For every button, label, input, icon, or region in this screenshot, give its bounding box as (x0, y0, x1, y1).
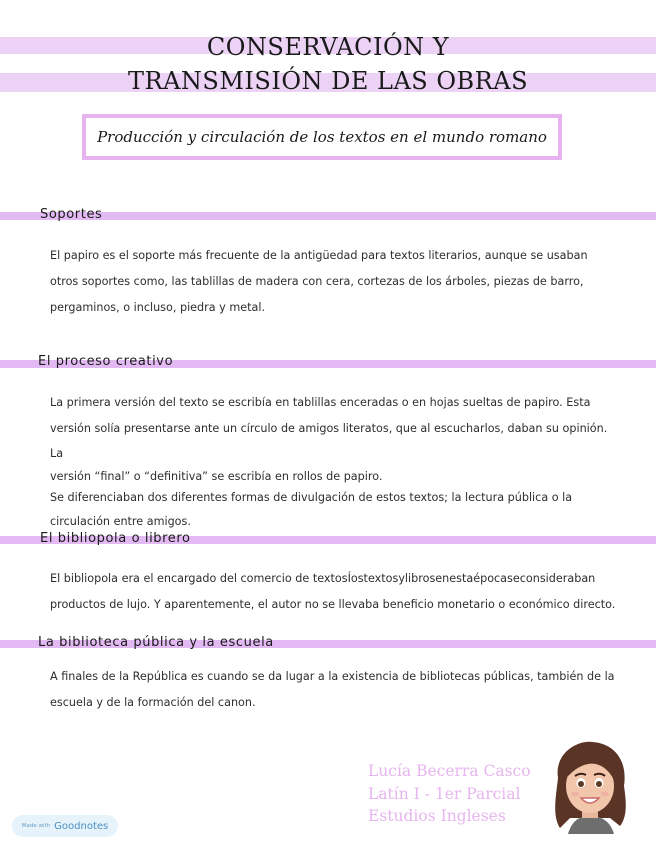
subtitle-box (82, 114, 562, 160)
text-line: otros soportes como, las tablillas de madera con cera, cortezas de los árboles, piezas de barro, (50, 275, 584, 288)
text-line: Se diferenciaban dos diferentes formas de divulgación de estos textos; la lectura pública o la (50, 490, 573, 504)
section-body-bibliopola (50, 566, 620, 618)
subtitle: Producción y circulación de los textos en el mundo romano (97, 128, 547, 146)
text-line: El papiro es el soporte más frecuente de la antigüedad para textos literarios, aunque se usaban (50, 249, 588, 262)
signature-course: Latín I - 1er Parcial (368, 785, 521, 803)
section-body-biblioteca (50, 664, 620, 716)
page-title-line-2: TRANSMISIÓN DE LAS OBRAS (127, 67, 529, 95)
signature-degree: Estudios Ingleses (368, 807, 506, 825)
section-heading-proceso: El proceso creativo (38, 354, 174, 369)
goodnotes-badge[interactable] (12, 815, 118, 837)
text-line: A finales de la República es cuando se da lugar a la existencia de bibliotecas públicas, también de la (50, 670, 615, 683)
section-body-proceso (50, 390, 620, 534)
section-body-soportes (50, 243, 620, 321)
section-heading-soportes: Soportes (40, 207, 103, 222)
text-line: productos de lujo. Y aparentemente, el autor no se llevaba beneficio monetario o económico directo. (50, 598, 616, 611)
text-line: circulación entre amigos. (50, 514, 191, 528)
page-title-line-1: CONSERVACIÓN Y (206, 33, 450, 61)
signature-name: Lucía Becerra Casco (368, 762, 531, 780)
badge-small-text: Made with (21, 823, 51, 829)
badge-brand: Goodnotes (54, 820, 109, 832)
memoji-avatar-icon (548, 738, 632, 834)
section-heading-bibliopola: El bibliopola o librero (40, 531, 191, 546)
text-line: versión solía presentarse ante un círculo de amigos literatos, que al escucharlos, daban su opinión. La (50, 421, 608, 460)
text-line: escuela y de la formación del canon. (50, 696, 256, 709)
text-line: versión “final” o “definitiva” se escribía en rollos de papiro. (50, 469, 383, 483)
text-line: pergaminos, o incluso, piedra y metal. (50, 301, 266, 314)
section-heading-biblioteca: La biblioteca pública y la escuela (38, 635, 274, 650)
text-line: La primera versión del texto se escribía en tablillas enceradas o en hojas sueltas de papiro. Esta (50, 396, 591, 409)
text-line: El bibliopola era el encargado del comercio de textosÍostextosylibrosenestaépocaseconsideraban (50, 572, 596, 585)
